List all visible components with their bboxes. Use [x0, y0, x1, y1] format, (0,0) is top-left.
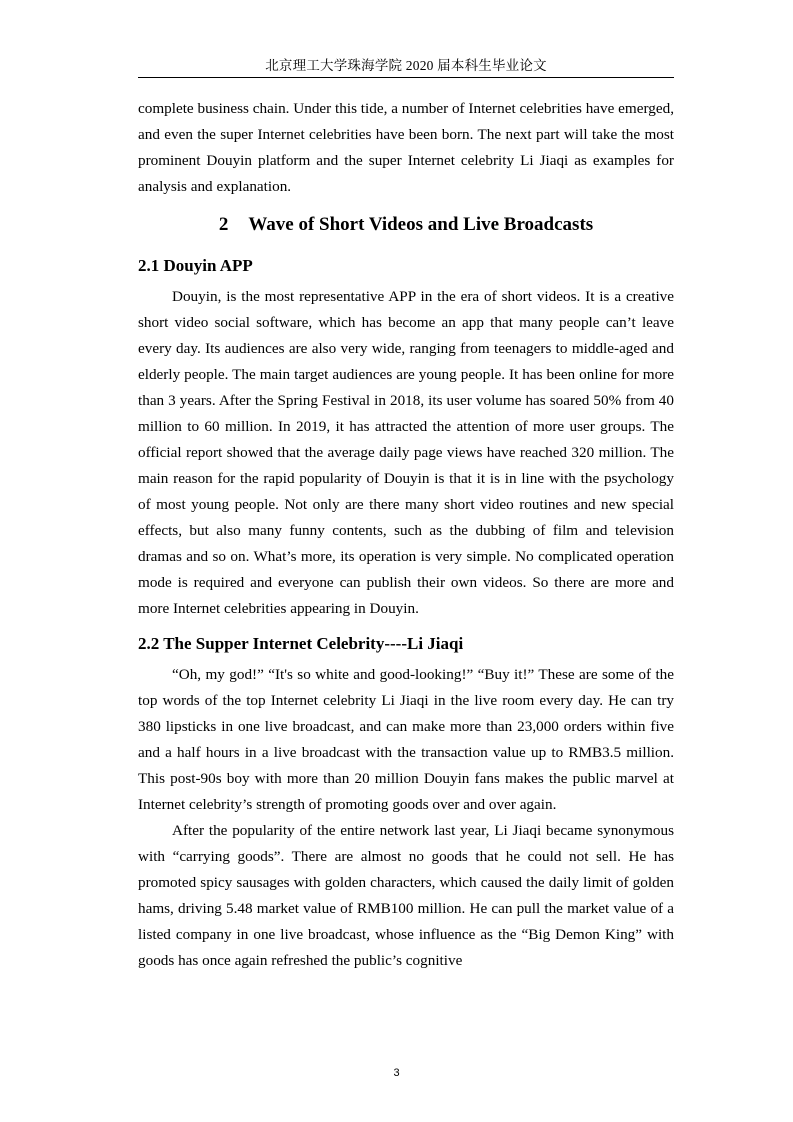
- subsection-heading-douyin: 2.1 Douyin APP: [138, 256, 253, 275]
- li-jiaqi-paragraph-1: “Oh, my god!” “It's so white and good-looking!” “Buy it!” These are some of the top words of the top Internet celebrity Li Jiaqi in the live room every day. He can try 380 lipsticks in one live broadcast, and can make more than 23,000 orders within five and a half hours in a live broadcast with the transaction value up to RMB3.5 million. This post-90s boy with more than 20 million Douyin fans makes the public marvel at Internet celebrity’s strength of promoting goods over and over again.: [138, 666, 674, 813]
- douyin-paragraph: Douyin, is the most representative APP in the era of short videos. It is a creative short video social software, which has become an app that many people can’t leave every day. Its audiences are also very wide, ranging from teenagers to middle-aged and elderly people. The main target audiences are young people. It has been online for more than 3 years. After the Spring Festival in 2018, its user volume has soared 50% from 40 million to 60 million. In 2019, it has attracted the attention of more user groups. The official report showed that the average daily page views have reached 320 million. The main reason for the rapid popularity of Douyin is that it is in line with the psychology of most young people. Not only are there many short video routines and new special effects, but also many funny contents, such as the dubbing of film and television dramas and so on. What’s more, its operation is very simple. No complicated operation mode is required and everyone can publish their own videos. So there are more and more Internet celebrities appearing in Douyin.: [138, 288, 674, 617]
- li-jiaqi-paragraph-2: After the popularity of the entire network last year, Li Jiaqi became synonymous with “carrying goods”. There are almost no goods that he could not sell. He has promoted spicy sausages with golden characters, which caused the daily limit of golden hams, driving 5.48 market value of RMB100 million. He can pull the market value of a listed company in one live broadcast, whose influence as the “Big Demon King” with goods has once again refreshed the public’s cognitive: [138, 822, 674, 969]
- page-content: [138, 96, 674, 974]
- section-number: 2: [218, 214, 229, 235]
- subsection-heading-li-jiaqi: 2.2 The Supper Internet Celebrity----Li Jiaqi: [138, 634, 464, 653]
- intro-paragraph: complete business chain. Under this tide, a number of Internet celebrities have emerged, and even the super Internet celebrities have been born. The next part will take the most prominent Douyin platform and the super Internet celebrity Li Jiaqi as examples for analysis and explanation.: [138, 100, 674, 195]
- page-number: 3: [393, 1067, 400, 1079]
- header-rule: [138, 77, 674, 78]
- running-header: 北京理工大学珠海学院 2020 届本科生毕业论文: [265, 58, 547, 73]
- section-heading: [138, 206, 674, 244]
- section-title: Wave of Short Videos and Live Broadcasts: [248, 214, 594, 235]
